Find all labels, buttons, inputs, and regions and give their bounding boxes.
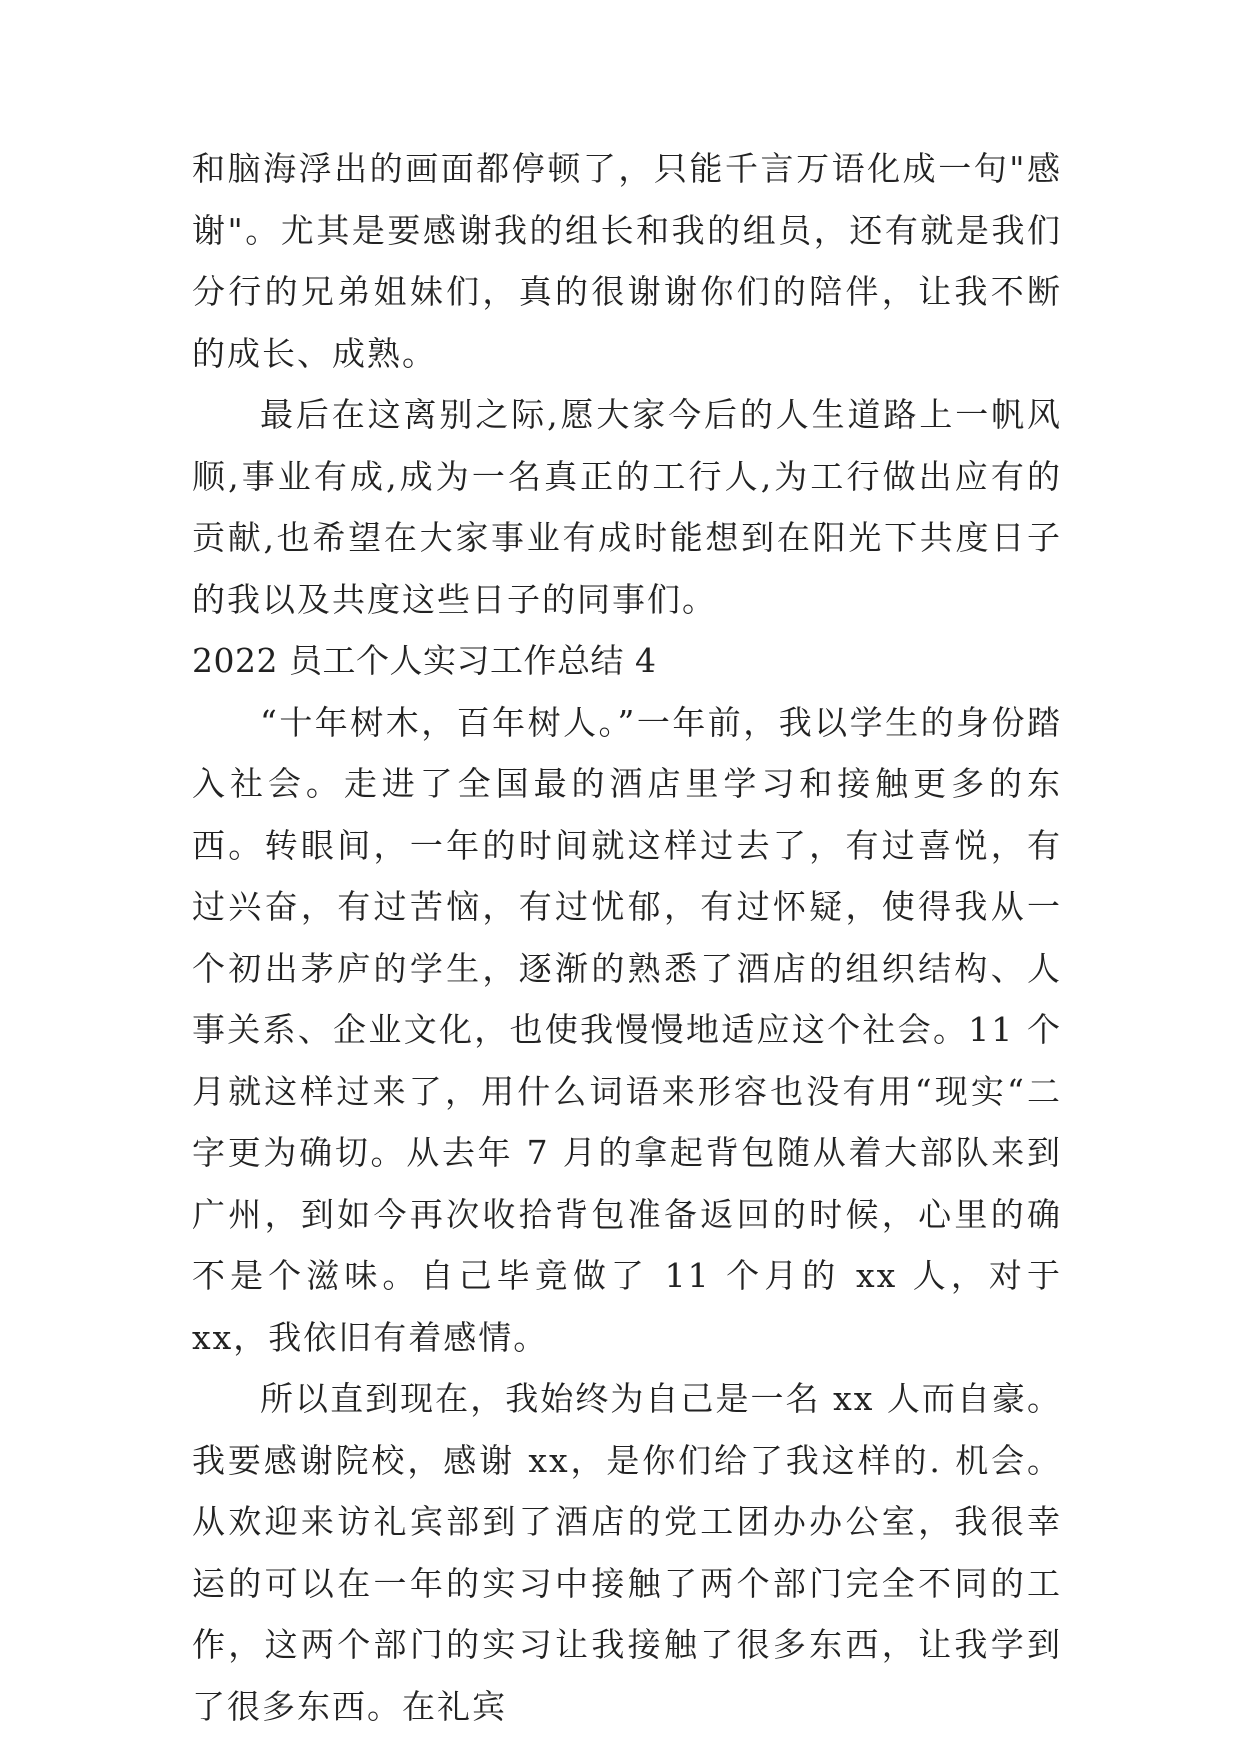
paragraph-pride: 所以直到现在，我始终为自己是一名 xx 人而自豪。我要感谢院校，感谢 xx，是你们给了我这样的. 机会。从欢迎来访礼宾部到了酒店的党工团办办公室，我很幸运的可以在一年的实习中接触了两个部门完全不同的工作，这两个部门的实习让我接触了很多东西，让我学到了很多东西。在礼宾 xyxy=(192,1379,1062,1726)
document-body xyxy=(192,138,1062,1737)
paragraph-gratitude: 和脑海浮出的画面都停顿了，只能千言万语化成一句"感谢"。尤其是要感谢我的组长和我的组员，还有就是我们分行的兄弟姐妹们，真的很谢谢你们的陪伴，让我不断的成长、成熟。 xyxy=(192,149,1062,373)
paragraph-internship-intro: “十年树木，百年树人。”一年前，我以学生的身份踏入社会。走进了全国最的酒店里学习和接触更多的东西。转眼间，一年的时间就这样过去了，有过喜悦，有过兴奋，有过苦恼，有过忧郁，有过怀疑，使得我从一个初出茅庐的学生，逐渐的熟悉了酒店的组织结构、人事关系、企业文化，也使我慢慢地适应这个社会。11 个月就这样过来了，用什么词语来形容也没有用“现实“二字更为确切。从去年 7 月的拿起背包随从着大部队来到广州，到如今再次收拾背包准备返回的时候，心里的确不是个滋味。自己毕竟做了 11 个月的 xx 人，对于 xx，我依旧有着感情。 xyxy=(192,702,1062,1357)
paragraph-farewell: 最后在这离别之际,愿大家今后的人生道路上一帆风顺,事业有成,成为一名真正的工行人,为工行做出应有的贡献,也希望在大家事业有成时能想到在阳光下共度日子的我以及共度这些日子的同事们。 xyxy=(192,395,1062,619)
section-heading: 2022 员工个人实习工作总结 4 xyxy=(192,641,657,680)
